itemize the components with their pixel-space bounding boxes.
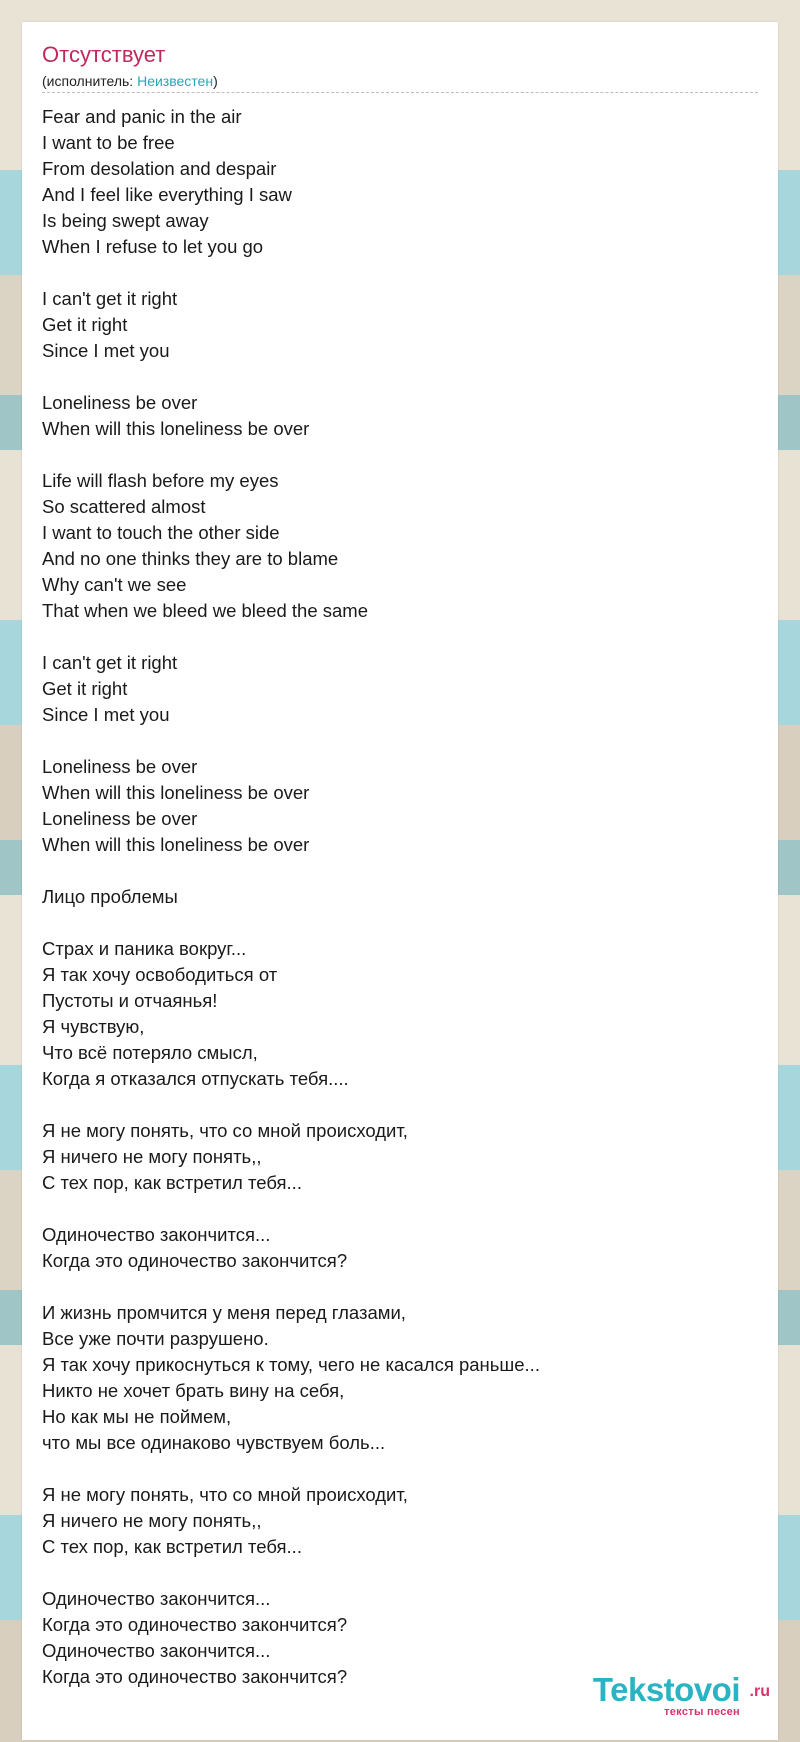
lyric-line: From desolation and despair (42, 158, 277, 179)
lyric-line: I can't get it right (42, 652, 178, 673)
artist-link[interactable]: Неизвестен (137, 73, 214, 89)
lyric-line: Is being swept away (42, 210, 209, 231)
lyric-line (42, 364, 762, 390)
lyric-line: Что всё потеряло смысл, (42, 1042, 258, 1063)
lyric-line: Life will flash before my eyes (42, 470, 279, 491)
lyric-line: And no one thinks they are to blame (42, 548, 339, 569)
lyric-line (42, 858, 762, 884)
lyric-line: Никто не хочет брать вину на себя, (42, 1380, 345, 1401)
lyric-line (42, 1456, 762, 1482)
site-logo[interactable] (530, 1672, 770, 1720)
artist-suffix: ) (213, 73, 218, 89)
logo-name: Tekstovoi (592, 1671, 740, 1708)
logo-tagline: тексты песен (664, 1706, 740, 1718)
lyric-line: Get it right (42, 314, 128, 335)
lyric-line: Когда это одиночество закончится? (42, 1614, 348, 1635)
lyric-line: Я так хочу прикоснуться к тому, чего не касался раньше... (42, 1354, 540, 1375)
title-divider (42, 92, 758, 93)
lyric-line: When will this loneliness be over (42, 834, 310, 855)
artist-line (42, 73, 218, 89)
lyric-line: И жизнь промчится у меня перед глазами, (42, 1302, 406, 1323)
lyric-line (42, 442, 762, 468)
lyric-line: When will this loneliness be over (42, 418, 310, 439)
lyric-line: I can't get it right (42, 288, 178, 309)
lyric-line: Get it right (42, 678, 128, 699)
song-title: Отсутствует (42, 42, 166, 67)
lyric-line: Пустоты и отчаянья! (42, 990, 218, 1011)
lyric-line: And I feel like everything I saw (42, 184, 292, 205)
lyric-line: Страх и паника вокруг... (42, 938, 247, 959)
lyric-line: Лицо проблемы (42, 886, 178, 907)
lyric-line: С тех пор, как встретил тебя... (42, 1172, 302, 1193)
lyric-line (42, 1196, 762, 1222)
lyric-line: When will this loneliness be over (42, 782, 310, 803)
lyric-line (42, 910, 762, 936)
lyric-line: Но как мы не поймем, (42, 1406, 232, 1427)
lyric-line: Когда я отказался отпускать тебя.... (42, 1068, 349, 1089)
lyric-line: When I refuse to let you go (42, 236, 264, 257)
lyric-line: С тех пор, как встретил тебя... (42, 1536, 302, 1557)
lyric-line: Since I met you (42, 340, 170, 361)
lyric-line: Я ничего не могу понять,, (42, 1510, 262, 1531)
lyric-line: Когда это одиночество закончится? (42, 1666, 348, 1687)
lyric-line: Why can't we see (42, 574, 187, 595)
lyric-line: So scattered almost (42, 496, 206, 517)
lyric-line: That when we bleed we bleed the same (42, 600, 369, 621)
lyric-line: Loneliness be over (42, 392, 198, 413)
lyric-line: Я чувствую, (42, 1016, 145, 1037)
lyric-line: Я ничего не могу понять,, (42, 1146, 262, 1167)
lyric-line: Все уже почти разрушено. (42, 1328, 269, 1349)
lyric-line: Loneliness be over (42, 808, 198, 829)
lyric-line (42, 260, 762, 286)
lyric-line: Одиночество закончится... (42, 1640, 271, 1661)
lyric-line: Я не могу понять, что со мной происходит, (42, 1120, 408, 1141)
lyric-line (42, 728, 762, 754)
lyric-line: что мы все одинаково чувствуем боль... (42, 1432, 386, 1453)
logo-domain: .ru (749, 1683, 770, 1700)
lyric-line: Когда это одиночество закончится? (42, 1250, 348, 1271)
lyric-line: Я так хочу освободиться от (42, 964, 278, 985)
artist-prefix: (исполнитель: (42, 73, 138, 89)
lyric-line: I want to be free (42, 132, 175, 153)
lyric-line: Я не могу понять, что со мной происходит, (42, 1484, 408, 1505)
lyrics-card (22, 22, 778, 1740)
lyric-line: I want to touch the other side (42, 522, 280, 543)
lyric-line: Одиночество закончится... (42, 1224, 271, 1245)
lyric-line: Since I met you (42, 704, 170, 725)
lyric-line: Loneliness be over (42, 756, 198, 777)
lyric-line (42, 1092, 762, 1118)
lyric-line: Одиночество закончится... (42, 1588, 271, 1609)
lyric-line (42, 1560, 762, 1586)
lyric-line (42, 1274, 762, 1300)
lyrics-text (42, 104, 762, 1690)
lyric-line: Fear and panic in the air (42, 106, 242, 127)
lyric-line (42, 624, 762, 650)
